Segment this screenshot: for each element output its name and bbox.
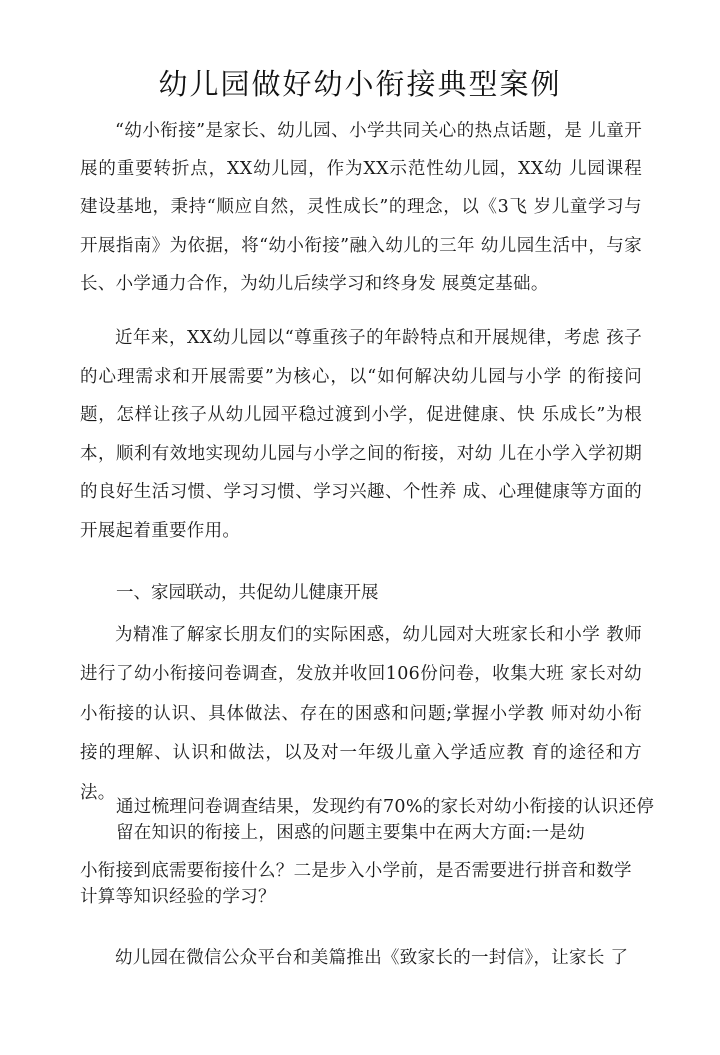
paragraph-letter: 幼儿园在微信公众平台和美篇推出《致家长的一封信》，让家长 了 (115, 948, 629, 968)
paragraph-results-part-1: 通过梳理问卷调查结果，发现约有70%的家长对幼小衔接的认识还停留在知识的衔接上，困惑的问题主要集中在两大方面:一是幼 (116, 797, 655, 843)
paragraph-survey: 为精准了解家长朋友们的实际困惑，幼儿园对大班家长和小学 教师进行了幼小衔接问卷调查，发放并收回106份问卷，收集大班 家长对幼小衔接的认识、具体做法、存在的困惑和问题;掌握小学教 师对幼小衔接的理解、认识和做法，以及对一年级儿童入学适应教 育的途径和方法。 (80, 625, 642, 803)
paragraph-results-part-2: 小衔接到底需要衔接什么？二是步入小学前，是否需要进行拼音和数学计算等知识经验的学习？ (80, 861, 632, 907)
page-title: 幼儿园做好幼小衔接典型案例 (158, 67, 562, 101)
section-heading-1: 一、家园联动，共促幼儿健康开展 (116, 583, 379, 603)
paragraph-background: 近年来，XX幼儿园以“尊重孩子的年龄特点和开展规律，考虑 孩子的心理需求和开展需要”为核心，以“如何解决幼儿园与小学 的衔接问题，怎样让孩子从幼儿园平稳过渡到小学，促进健康、快 乐成长”为根本，顺利有效地实现幼儿园与小学之间的衔接，对幼 儿在小学入学初期的良好生活习惯、学习习惯、学习兴趣、个性养 成、心理健康等方面的开展起着重要作用。 (80, 328, 642, 541)
paragraph-intro: “幼小衔接”是家长、幼儿园、小学共同关心的热点话题，是 儿童开展的重要转折点，XX幼儿园，作为XX示范性幼儿园，XX幼 儿园课程建设基地，秉持“顺应自然，灵性成长”的理念，以《3飞 岁儿童学习与开展指南》为依据，将“幼小衔接”融入幼儿的三年 幼儿园生活中，与家长、小学通力合作，为幼儿后续学习和终身发 展奠定基础。 (80, 121, 642, 294)
